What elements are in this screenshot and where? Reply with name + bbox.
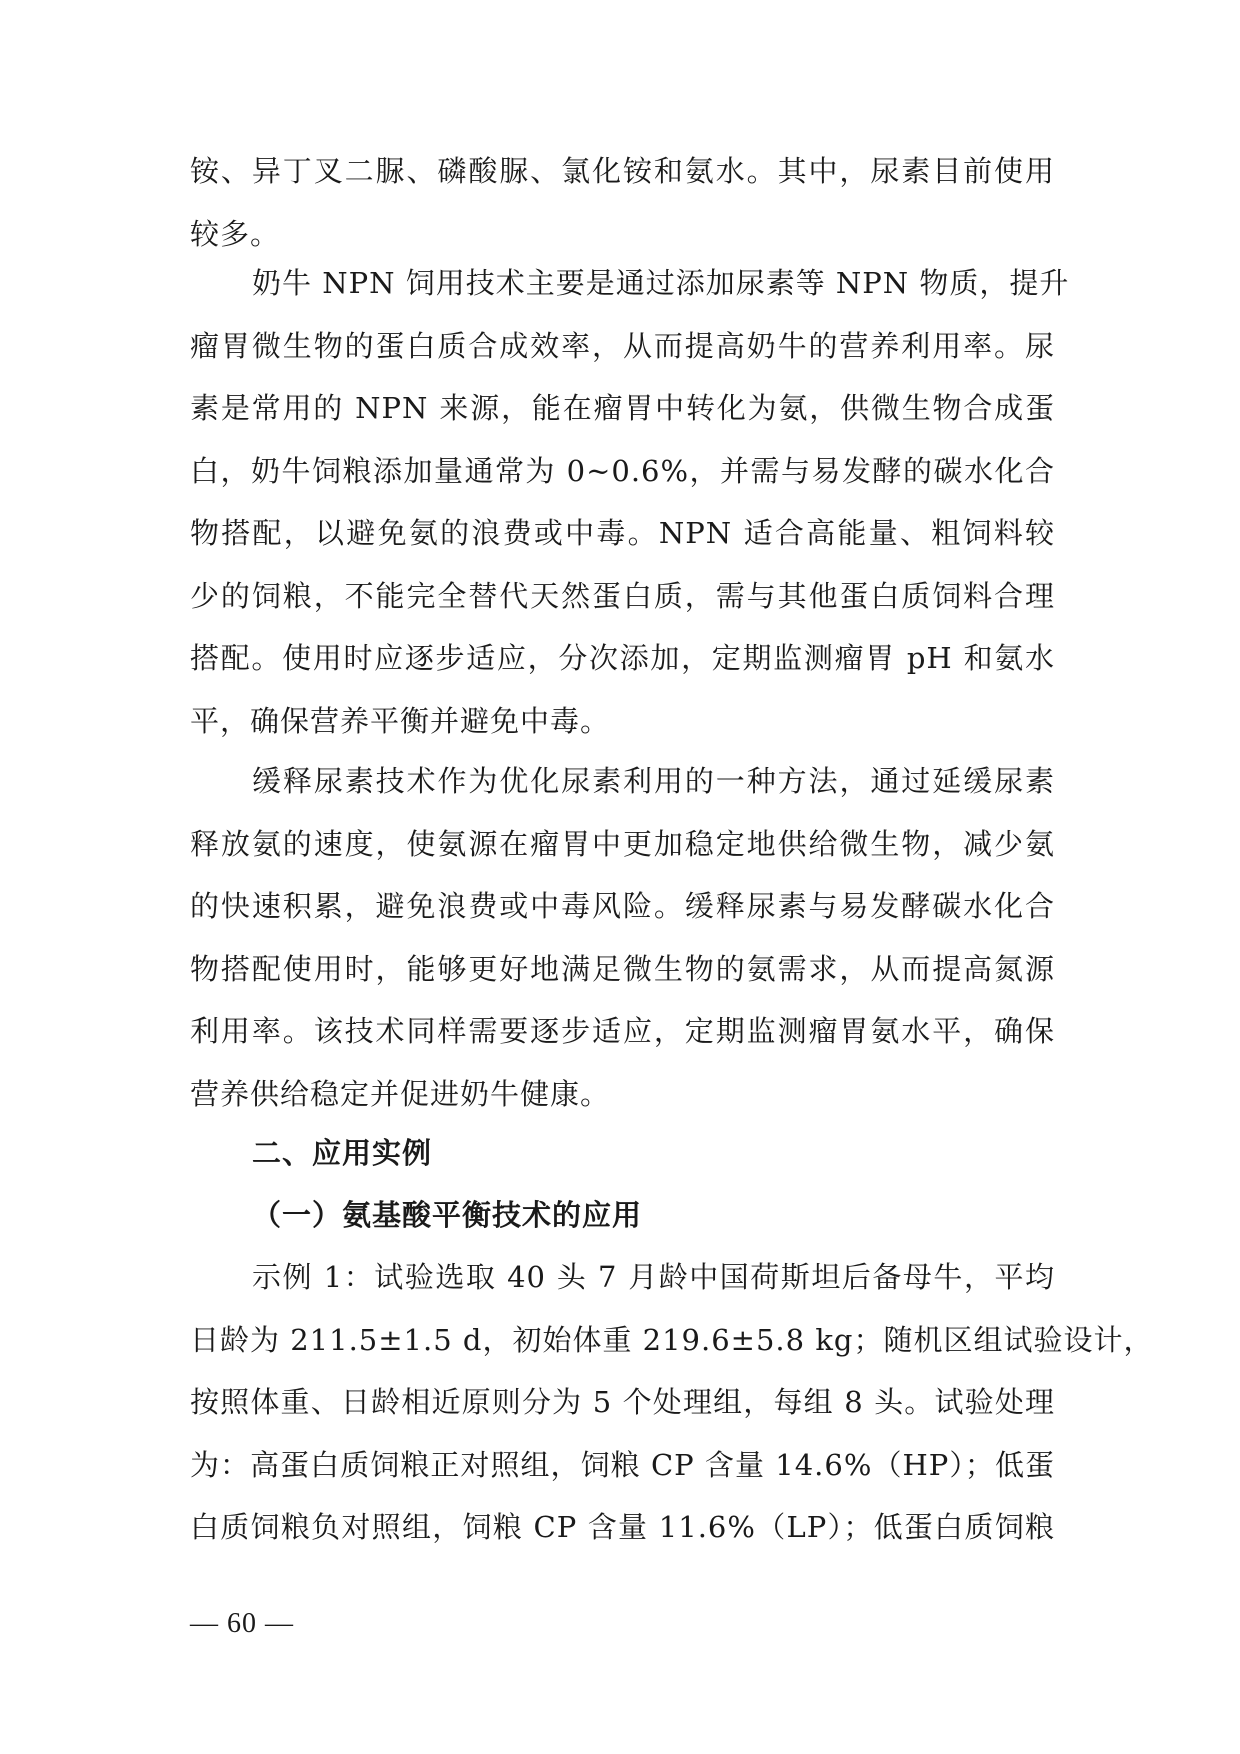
subsection-heading: （一）氨基酸平衡技术的应用 — [252, 1198, 643, 1232]
subsection-heading-block — [190, 1184, 1055, 1247]
text-line: 平，确保营养平衡并避免中毒。 — [190, 703, 611, 738]
text-line: 物搭配使用时，能够更好地满足微生物的氨需求，从而提高氮源 — [190, 951, 1055, 986]
text-line: 少的饲粮，不能完全替代天然蛋白质，需与其他蛋白质饲料合理 — [190, 578, 1055, 613]
text-line: 奶牛 NPN 饲用技术主要是通过添加尿素等 NPN 物质，提升 — [252, 266, 1070, 300]
paragraph-npn-sources — [190, 140, 1055, 265]
text-line: 物搭配，以避免氨的浪费或中毒。NPN 适合高能量、粗饲料较 — [190, 516, 1055, 550]
paragraph-example-1 — [190, 1246, 1154, 1559]
text-line: 较多。 — [190, 216, 281, 251]
text-line: 白质饲粮负对照组，饲粮 CP 含量 11.6%（LP）；低蛋白质饲粮 — [190, 1510, 1055, 1544]
text-line: 按照体重、日龄相近原则分为 5 个处理组，每组 8 头。试验处理 — [190, 1385, 1055, 1419]
text-line: 示例 1：试验选取 40 头 7 月龄中国荷斯坦后备母牛，平均 — [252, 1260, 1055, 1294]
text-line: 白，奶牛饲粮添加量通常为 0~0.6%，并需与易发酵的碳水化合 — [190, 453, 1055, 488]
page-number: — 60 — — [190, 1608, 294, 1639]
text-line: 为：高蛋白质饲粮正对照组，饲粮 CP 含量 14.6%（HP）；低蛋 — [190, 1447, 1055, 1482]
text-line: 瘤胃微生物的蛋白质合成效率，从而提高奶牛的营养利用率。尿 — [190, 328, 1055, 363]
text-line: 搭配。使用时应逐步适应，分次添加，定期监测瘤胃 pH 和氨水 — [190, 641, 1055, 675]
paragraph-slow-release-urea — [190, 750, 1055, 1125]
text-line: 素是常用的 NPN 来源，能在瘤胃中转化为氨，供微生物合成蛋 — [190, 391, 1055, 425]
text-line: 缓释尿素技术作为优化尿素利用的一种方法，通过延缓尿素 — [252, 764, 1055, 798]
paragraph-npn-technology — [190, 252, 1070, 752]
text-line: 营养供给稳定并促进奶牛健康。 — [190, 1076, 611, 1111]
text-line: 释放氨的速度，使氨源在瘤胃中更加稳定地供给微生物，减少氨 — [190, 826, 1055, 861]
text-line: 铵、异丁叉二脲、磷酸脲、氯化铵和氨水。其中，尿素目前使用 — [190, 154, 1055, 188]
text-line: 日龄为 211.5±1.5 d，初始体重 219.6±5.8 kg；随机区组试验设计， — [190, 1322, 1154, 1357]
text-line: 的快速积累，避免浪费或中毒风险。缓释尿素与易发酵碳水化合 — [190, 889, 1055, 923]
text-line: 利用率。该技术同样需要逐步适应，定期监测瘤胃氨水平，确保 — [190, 1014, 1055, 1048]
section-heading: 二、应用实例 — [252, 1136, 433, 1170]
section-heading-block — [190, 1122, 1055, 1185]
